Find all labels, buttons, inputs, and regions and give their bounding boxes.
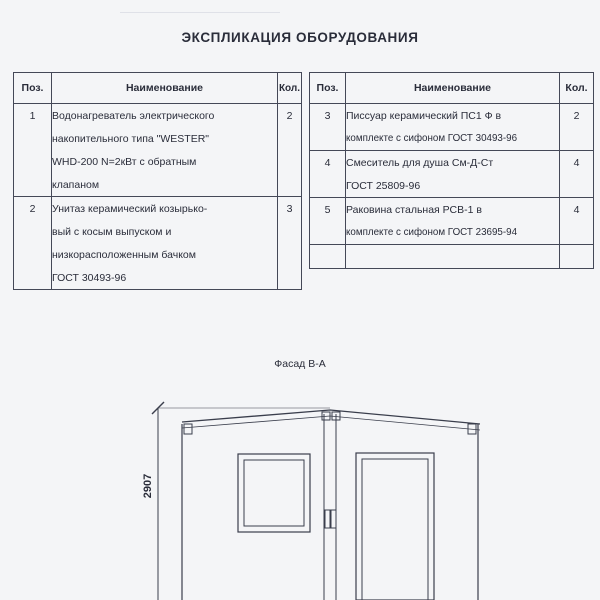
row-name-line: Писсуар керамический ПС1 Ф в bbox=[346, 104, 560, 128]
row-name-line: Раковина стальная РСВ-1 в bbox=[346, 198, 560, 222]
row-name-line: вый с косым выпуском и bbox=[52, 220, 278, 243]
row-pos: 5 bbox=[310, 198, 346, 222]
col-pos-header: Поз. bbox=[14, 73, 52, 104]
joint-plate bbox=[325, 510, 330, 528]
col-qty-header: Кол. bbox=[560, 73, 594, 104]
window-sash bbox=[244, 460, 304, 526]
joint-plate bbox=[331, 510, 336, 528]
door-leaf bbox=[362, 459, 428, 600]
row-qty: 4 bbox=[560, 198, 594, 222]
row-qty: 3 bbox=[278, 197, 302, 221]
row-name-line: низкорасположенным бачком bbox=[52, 243, 278, 266]
row-name-line: накопительного типа "WESTER" bbox=[52, 127, 278, 150]
col-name-header: Наименование bbox=[52, 73, 278, 104]
row-name-line: Смеситель для душа См-Д-Ст bbox=[346, 151, 560, 175]
page-title: ЭКСПЛИКАЦИЯ ОБОРУДОВАНИЯ bbox=[181, 30, 419, 45]
row-name-line: ГОСТ 25809-96 bbox=[346, 174, 560, 198]
window-frame bbox=[238, 454, 310, 532]
col-name-header: Наименование bbox=[346, 73, 560, 104]
row-pos: 2 bbox=[14, 197, 52, 221]
row-pos: 3 bbox=[310, 104, 346, 128]
row-name-line: Унитаз керамический козырько- bbox=[52, 197, 278, 221]
roof-line bbox=[182, 410, 480, 424]
row-name-line: ГОСТ 30493-96 bbox=[52, 266, 278, 290]
door-frame bbox=[356, 453, 434, 600]
row-qty: 2 bbox=[560, 104, 594, 128]
row-name-line: клапаном bbox=[52, 173, 278, 197]
corner-post bbox=[184, 424, 192, 434]
row-name-line: комплекте с сифоном ГОСТ 30493-96 bbox=[346, 127, 560, 151]
facade-title: Фасад В-А bbox=[274, 358, 326, 370]
row-qty: 4 bbox=[560, 151, 594, 175]
row-pos: 1 bbox=[14, 104, 52, 128]
col-pos-header: Поз. bbox=[310, 73, 346, 104]
row-name-line: комплекте с сифоном ГОСТ 23695-94 bbox=[346, 221, 560, 245]
row-pos: 4 bbox=[310, 151, 346, 175]
row-name-line: Водонагреватель электрического bbox=[52, 104, 278, 128]
col-qty-header: Кол. bbox=[278, 73, 302, 104]
row-name-line: WHD-200 N=2кВт с обратным bbox=[52, 150, 278, 173]
row-qty: 2 bbox=[278, 104, 302, 128]
height-dimension: 2907 bbox=[142, 473, 154, 499]
